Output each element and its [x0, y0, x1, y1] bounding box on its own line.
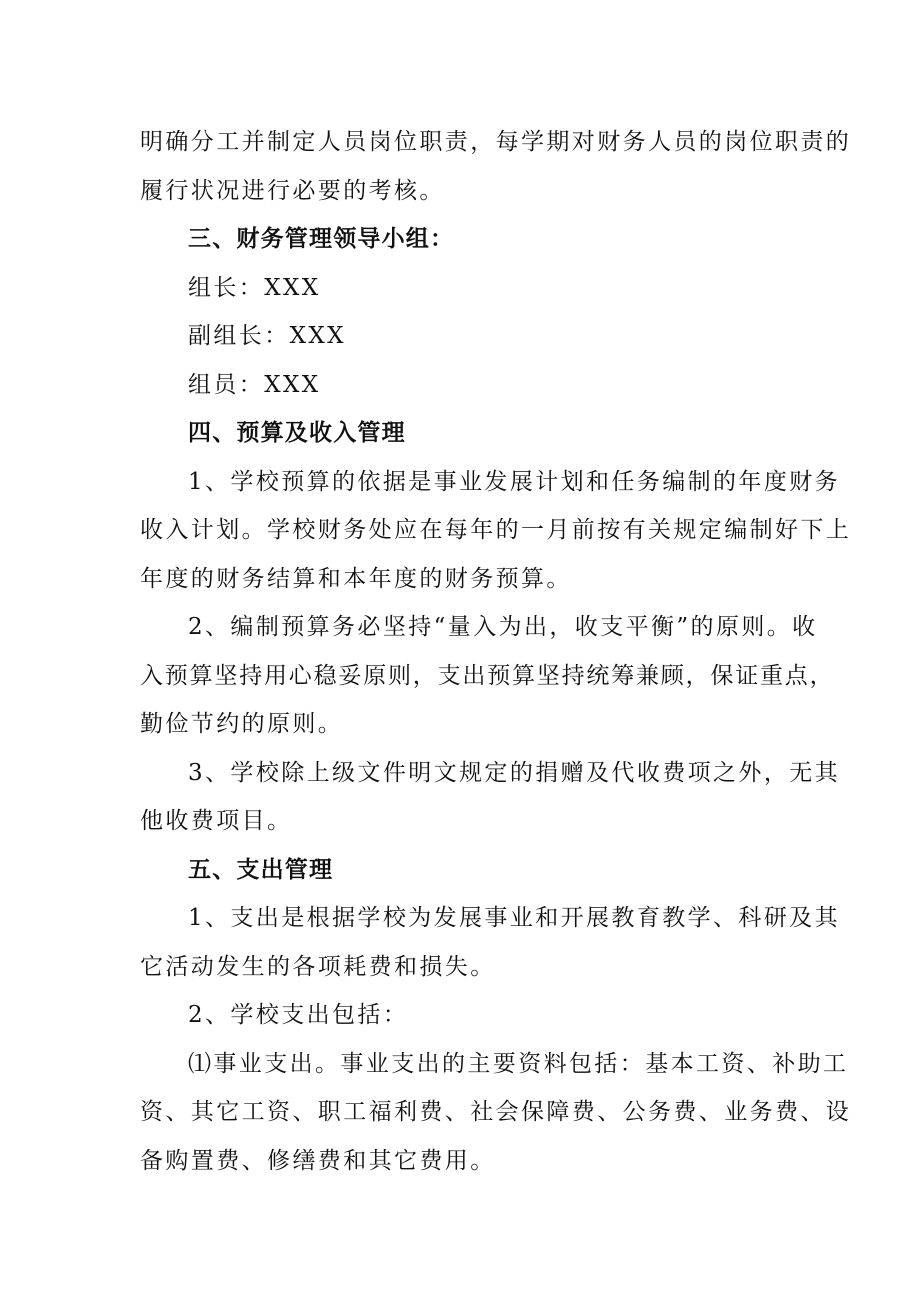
- deputy-leader-line: 副组长：XXX: [188, 323, 346, 349]
- paragraph-line: 收入计划。学校财务处应在每年的一月前按有关规定编制好下上: [140, 517, 852, 543]
- section-heading-5: 五、支出管理: [188, 856, 334, 883]
- group-member-line: 组员：XXX: [188, 371, 321, 398]
- group-leader-line: 组长：XXX: [188, 274, 321, 301]
- paragraph-line: 他收费项目。: [140, 808, 293, 834]
- paragraph-line: ⑴事业支出。事业支出的主要资料包括：基本工资、补助工: [188, 1050, 849, 1077]
- paragraph-line: 2、学校支出包括：: [188, 1002, 409, 1028]
- paragraph-line: 勤俭节约的原则。: [140, 711, 344, 737]
- paragraph-line: 年度的财务结算和本年度的财务预算。: [140, 565, 572, 592]
- paragraph-line: 明确分工并制定人员岗位职责，每学期对财务人员的岗位职责的: [140, 129, 852, 155]
- paragraph-line: 1、学校预算的依据是事业发展计划和任务编制的年度财务: [188, 468, 841, 495]
- paragraph-line: 资、其它工资、职工福利费、社会保障费、公务费、业务费、设: [140, 1099, 852, 1125]
- paragraph-line: 它活动发生的各项耗费和损失。: [140, 953, 496, 980]
- paragraph-line: 入预算坚持用心稳妥原则，支出预算坚持统筹兼顾，保证重点，: [140, 662, 835, 689]
- paragraph-line: 2、编制预算务必坚持“量入为出，收支平衡”的原则。收: [188, 614, 818, 640]
- paragraph-line: 1、支出是根据学校为发展事业和开展教育教学、科研及其: [188, 905, 841, 931]
- document-body: [140, 118, 852, 1185]
- paragraph-line: 履行状况进行必要的考核。: [140, 177, 445, 204]
- paragraph-line: 备购置费、修缮费和其它费用。: [140, 1147, 496, 1174]
- paragraph-line: 3、学校除上级文件明文规定的捐赠及代收费项之外，无其: [188, 759, 841, 786]
- section-heading-4: 四、预算及收入管理: [188, 420, 406, 446]
- section-heading-3: 三、财务管理领导小组：: [188, 226, 455, 252]
